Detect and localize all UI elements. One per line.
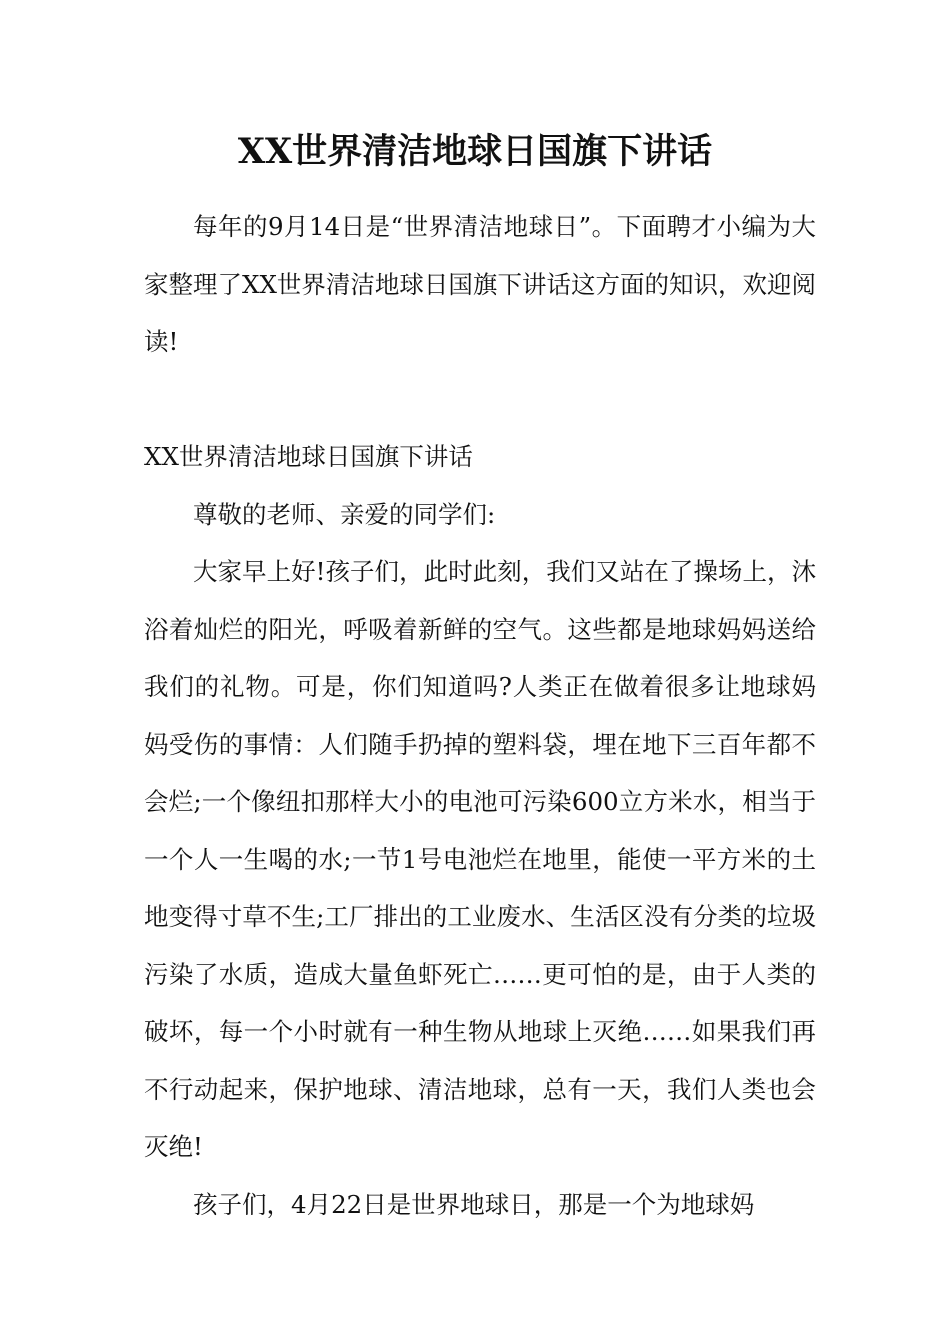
document-title: XX世界清洁地球日国旗下讲话	[237, 131, 713, 172]
body-paragraph-1: 大家早上好!孩子们，此时此刻，我们又站在了操场上，沐浴着灿烂的阳光，呼吸着新鲜的空气。这些都是地球妈妈送给我们的礼物。可是，你们知道吗?人类正在做着很多让地球妈妈受伤的事情：人们随手扔掉的塑料袋，埋在地下三百年都不会烂;一个像纽扣那样大小的电池可污染600立方米水，相当于一个人一生喝的水;一节1号电池烂在地里，能使一平方米的土地变得寸草不生;工厂排出的工业废水、生活区没有分类的垃圾污染了水质，造成大量鱼虾死亡……更可怕的是，由于人类的破坏，每一个小时就有一种生物从地球上灭绝……如果我们再不行动起来，保护地球、清洁地球，总有一天，我们人类也会灭绝!	[144, 557, 816, 1161]
document-body	[144, 198, 816, 1233]
section-heading: XX世界清洁地球日国旗下讲话	[144, 442, 473, 471]
intro-paragraph: 每年的9月14日是“世界清洁地球日”。下面聘才小编为大家整理了XX世界清洁地球日国旗下讲话这方面的知识，欢迎阅读!	[144, 212, 816, 356]
paragraph-spacer	[144, 371, 816, 429]
body-paragraph-2: 孩子们，4月22日是世界地球日，那是一个为地球妈	[193, 1189, 755, 1219]
greeting-paragraph: 尊敬的老师、亲爱的同学们:	[193, 499, 496, 529]
